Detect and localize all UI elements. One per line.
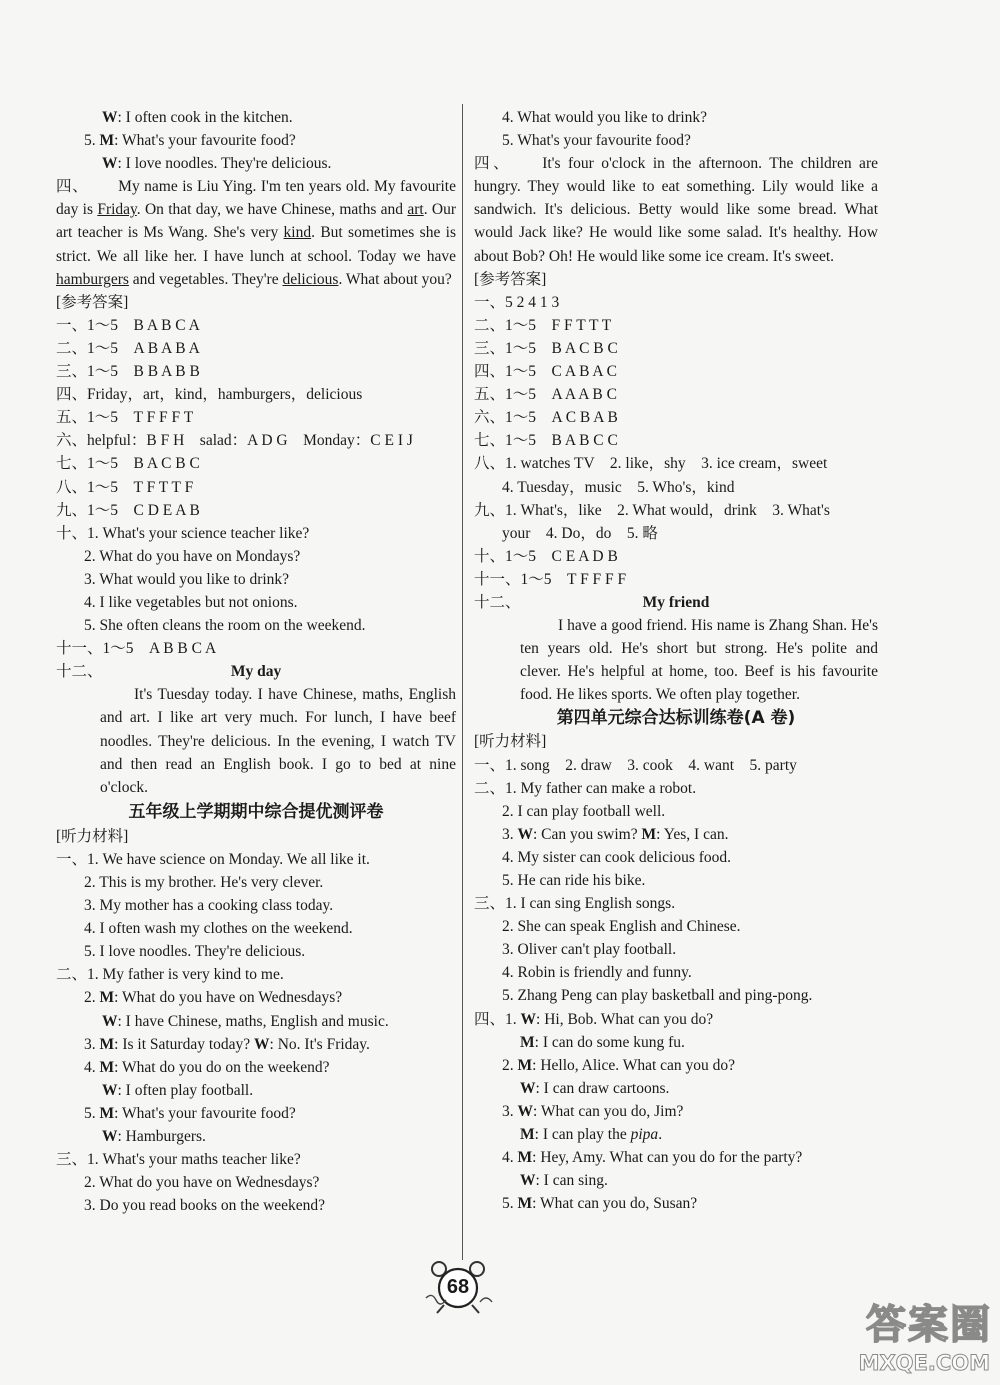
right-column bbox=[474, 106, 878, 1215]
listening-line: 二、1. My father can make a robot. bbox=[474, 779, 697, 797]
listening-line: 4. Robin is friendly and funny. bbox=[502, 964, 692, 982]
left-column bbox=[56, 106, 456, 1217]
answer-line: 九、1. What's，like 2. What would，drink 3. What's bbox=[474, 501, 830, 519]
essay-title: My friend bbox=[642, 593, 710, 611]
answer-line: your 4. Do，do 5. 略 bbox=[502, 524, 658, 542]
listening-line: 5. Zhang Peng can play basketball and ping-pong. bbox=[502, 987, 813, 1005]
answer-line: 八、1～5 T F T T F bbox=[56, 478, 194, 496]
dialogue-line: 5. M: What's your favourite food? bbox=[84, 132, 296, 150]
answer-line: 五、1～5 T F F F T bbox=[56, 409, 194, 427]
essay-title-line: 十二、 My day bbox=[56, 660, 456, 683]
dialogue-line: 4. M: Hey, Amy. What can you do for the party? bbox=[502, 1149, 803, 1167]
dialogue-line: 2. M: Hello, Alice. What can you do? bbox=[502, 1056, 736, 1074]
answer-line: 4. Tuesday，music 5. Who's，kind bbox=[502, 478, 735, 496]
answer-line: 二、1～5 F F T T T bbox=[474, 316, 612, 334]
dialogue-line: 3. M: Is it Saturday today? W: No. It's Friday. bbox=[84, 1035, 370, 1053]
dialogue-line: 5. M: What can you do, Susan? bbox=[502, 1195, 698, 1213]
listening-line: 2. I can play football well. bbox=[502, 802, 666, 820]
listening-line: 5. What's your favourite food? bbox=[502, 132, 691, 150]
answer-line: 十一、1～5 T F F F F bbox=[474, 570, 627, 588]
column-divider bbox=[462, 104, 463, 1260]
answer-line: 一、5 2 4 1 3 bbox=[474, 293, 560, 311]
dialogue-line: 3. W: Can you swim? M: Yes, I can. bbox=[502, 825, 729, 843]
essay-title-line: 十二、 My friend bbox=[474, 591, 878, 614]
dialogue-line: 4. M: What do you do on the weekend? bbox=[84, 1058, 330, 1076]
listening-header: [听力材料] bbox=[56, 827, 129, 845]
listening-line: 2. What do you have on Wednesdays? bbox=[84, 1174, 320, 1192]
answer-line: 3. What would you like to drink? bbox=[84, 570, 290, 588]
answer-line: 五、1～5 A A A B C bbox=[474, 386, 617, 404]
dialogue-line: W: I often play football. bbox=[102, 1081, 254, 1099]
answer-line: 十、1. What's your science teacher like? bbox=[56, 524, 310, 542]
answer-line: 四、1～5 C A B A C bbox=[474, 363, 617, 381]
answer-line: 5. She often cleans the room on the weekend. bbox=[84, 617, 366, 635]
answer-key-header: [参考答案] bbox=[474, 270, 547, 288]
answer-key-header: [参考答案] bbox=[56, 293, 129, 311]
listening-line: 二、1. My father is very kind to me. bbox=[56, 966, 284, 984]
answer-line: 六、helpful：B F H salad：A D G Monday：C E I J bbox=[56, 432, 413, 450]
essay-text: I have a good friend. His name is Zhang Shan. He's ten years old. He's short but strong. He's polite and clever. He's helpful at home, too. Beef is his favourite food. He likes sports. We often play together. bbox=[520, 617, 878, 704]
watermark-url: MXQE.COM bbox=[858, 1351, 990, 1375]
unit-title: 第四单元综合达标训练卷(A 卷) bbox=[556, 708, 796, 729]
answer-line: 十、1～5 C E A D B bbox=[474, 547, 618, 565]
watermark bbox=[842, 1293, 992, 1375]
listening-line: 三、1. I can sing English songs. bbox=[474, 895, 676, 913]
listening-line: 4. What would you like to drink? bbox=[502, 109, 708, 126]
dialogue-line: 2. M: What do you have on Wednesdays? bbox=[84, 989, 343, 1007]
answer-line: 八、1. watches TV 2. like，shy 3. ice cream，sweet bbox=[474, 455, 828, 473]
page-number-badge bbox=[422, 1258, 498, 1316]
listening-line: 4. My sister can cook delicious food. bbox=[502, 848, 732, 866]
listening-line: 三、1. What's your maths teacher like? bbox=[56, 1151, 301, 1169]
listening-line: 一、1. song 2. draw 3. cook 4. want 5. party bbox=[474, 756, 797, 774]
dialogue-line: W: I love noodles. They're delicious. bbox=[102, 155, 332, 173]
dialogue-line: W: I have Chinese, maths, English and music. bbox=[102, 1012, 389, 1030]
answer-line: 三、1～5 B B A B B bbox=[56, 363, 200, 381]
dialogue-line: M: I can play the pipa. bbox=[520, 1126, 663, 1144]
dialogue-line: W: I often cook in the kitchen. bbox=[102, 109, 293, 126]
listening-line: 3. My mother has a cooking class today. bbox=[84, 897, 334, 915]
answer-line: 一、1～5 B A B C A bbox=[56, 316, 200, 334]
dialogue-line: W: I can draw cartoons. bbox=[520, 1079, 670, 1097]
listening-line: 一、1. We have science on Monday. We all like it. bbox=[56, 850, 370, 868]
answer-line: 七、1～5 B A B C C bbox=[474, 432, 618, 450]
dialogue-line: 3. W: What can you do, Jim? bbox=[502, 1102, 684, 1120]
listening-header: [听力材料] bbox=[474, 733, 547, 751]
dialogue-line: W: Hamburgers. bbox=[102, 1128, 206, 1146]
listening-line: 2. She can speak English and Chinese. bbox=[502, 918, 741, 936]
page-number: 68 bbox=[446, 1276, 470, 1298]
answer-line: 三、1～5 B A C B C bbox=[474, 339, 618, 357]
passage-four: 四、 My name is Liu Ying. I'm ten years old. My favourite day is Friday. On that day, we have Chinese, maths and art. Our art teacher is Ms Wang. She's very kind. But sometimes she is strict. We all like her. I have lunch at school. Today we have hamburgers and vegetables. They're delicious. What about you? bbox=[56, 178, 457, 288]
test-title: 五年级上学期期中综合提优测评卷 bbox=[128, 801, 384, 822]
listening-line: 3. Oliver can't play football. bbox=[502, 941, 677, 959]
answer-line: 九、1～5 C D E A B bbox=[56, 501, 200, 519]
dialogue-line: M: I can do some kung fu. bbox=[520, 1033, 685, 1051]
listening-line: 2. This is my brother. He's very clever. bbox=[84, 874, 324, 891]
answer-line: 七、1～5 B A C B C bbox=[56, 455, 200, 473]
answer-list bbox=[56, 314, 456, 522]
dialogue-line: 5. M: What's your favourite food? bbox=[84, 1104, 296, 1122]
answer-list bbox=[474, 291, 878, 476]
passage-four: 四、 It's four o'clock in the afternoon. The children are hungry. They would like to eat something. Lily would like a sandwich. It's delicious. Betty would like some bread. What would Jack like? He would like some salad. It's healthy. How about Bob? Oh! He would like some ice cream. It's sweet. bbox=[474, 155, 878, 265]
essay-text: It's Tuesday today. I have Chinese, maths, English and art. I like art very much. For lunch, I have beef noodles. They're delicious. In the evening, I watch TV and then read an English book. I go to bed at nine o'clock. bbox=[100, 686, 456, 796]
watermark-logo: 答案圈 bbox=[866, 1302, 992, 1348]
dialogue-line: W: I can sing. bbox=[520, 1172, 608, 1190]
answer-line: 二、1～5 A B A B A bbox=[56, 339, 200, 357]
dialogue-line: 四、1. W: Hi, Bob. What can you do? bbox=[474, 1010, 714, 1028]
listening-line: 5. He can ride his bike. bbox=[502, 872, 646, 889]
answer-line: 四、Friday，art，kind，hamburgers，delicious bbox=[56, 386, 363, 404]
answer-line: 2. What do you have on Mondays? bbox=[84, 547, 301, 565]
answer-line: 十一、1～5 A B B C A bbox=[56, 640, 217, 658]
listening-line: 4. I often wash my clothes on the weekend. bbox=[84, 920, 353, 938]
essay-title: My day bbox=[230, 663, 282, 681]
listening-line: 3. Do you read books on the weekend? bbox=[84, 1197, 326, 1215]
answer-line: 六、1～5 A C B A B bbox=[474, 409, 618, 427]
listening-line: 5. I love noodles. They're delicious. bbox=[84, 943, 306, 961]
answer-line: 4. I like vegetables but not onions. bbox=[84, 593, 298, 611]
